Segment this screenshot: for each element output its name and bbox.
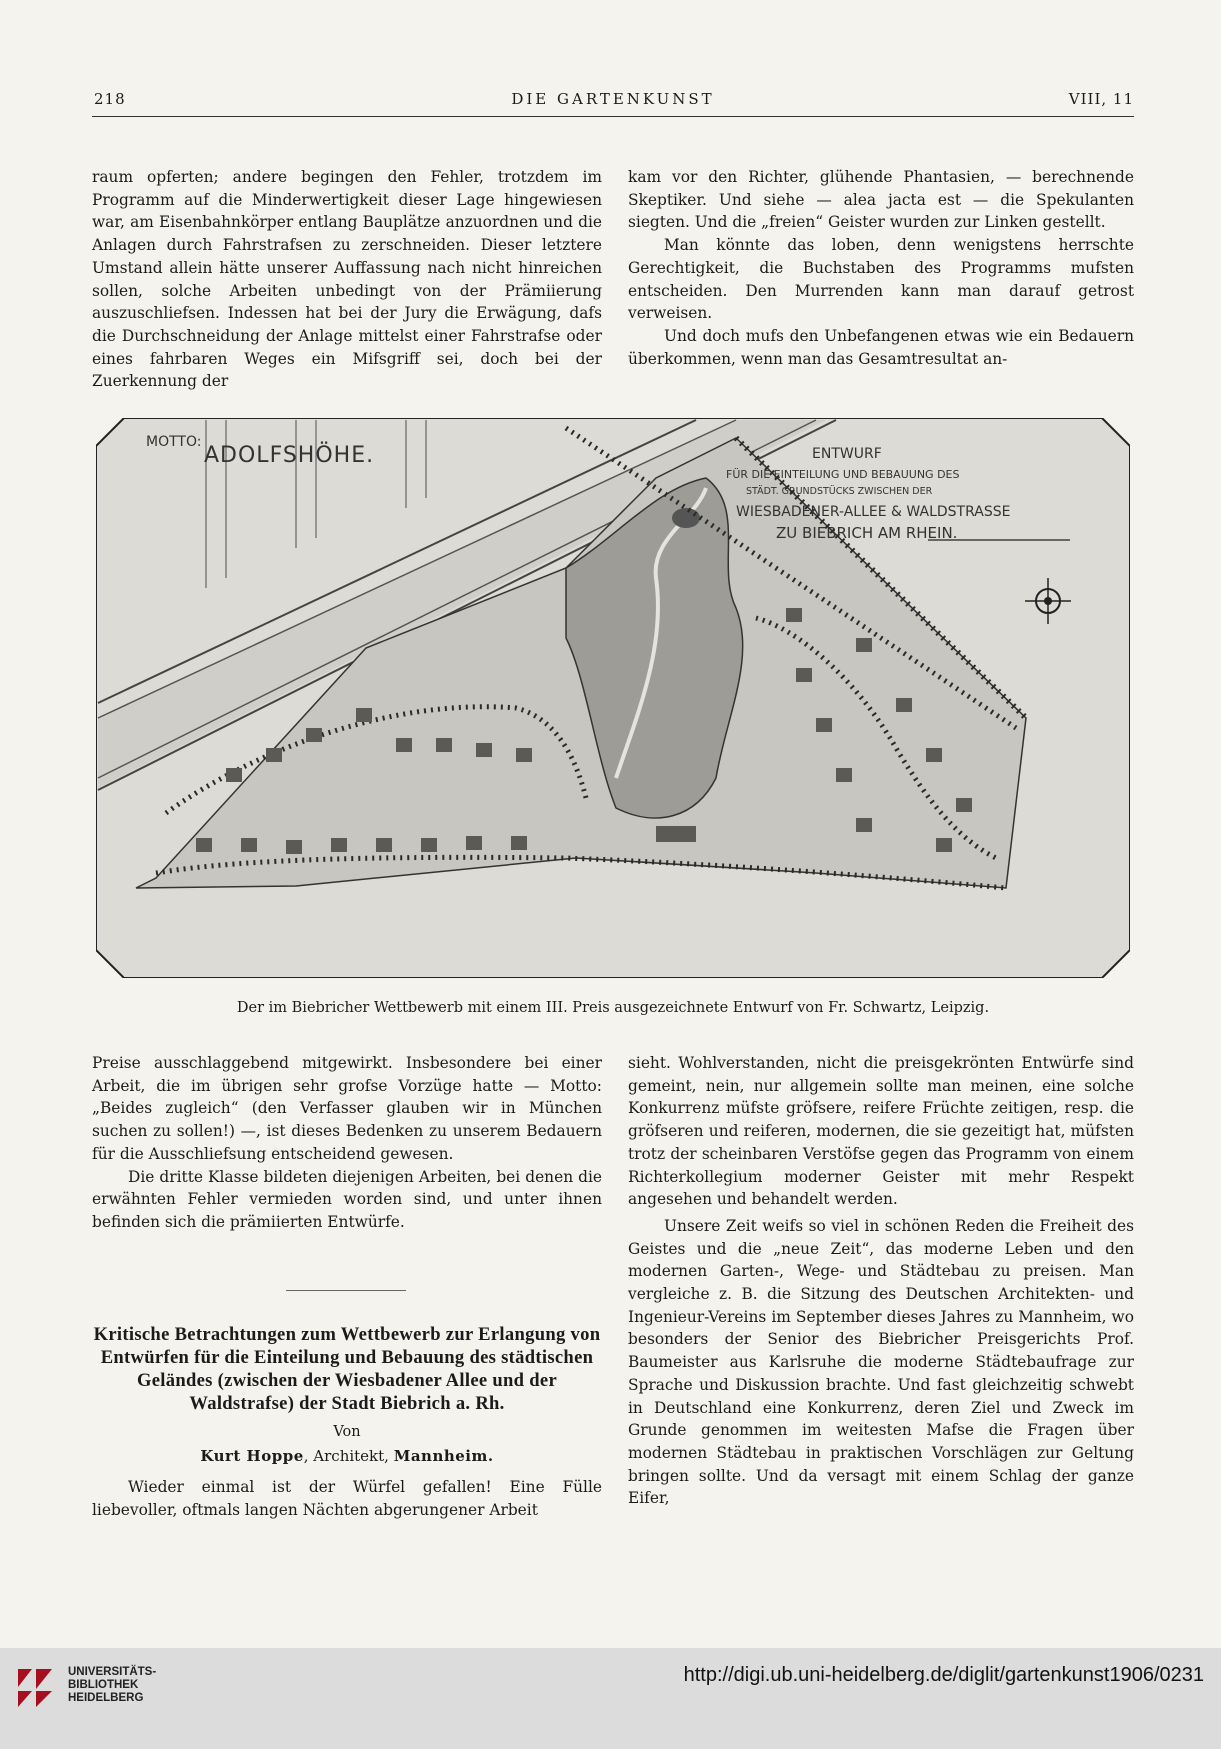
park-pavilion bbox=[672, 508, 700, 528]
author-role: , Architekt, bbox=[303, 1447, 394, 1465]
building bbox=[196, 838, 212, 852]
paragraph: raum opferten; andere begingen den Fehler, trotzdem im Programm auf die Minderwertigkeit dieser Lage hingewiesen war, am Eisenbahnkörper entlang Bauplätze anzuordnen und die Anlagen durch Fahrstrafsen zu zerschneiden. Dieser letztere Umstand allein hätte unserer Auffassung nach nicht hinreichen sollen, solche Arbeiten unbedingt von der Prämiierung auszuschliefsen. Indessen hat bei der Jury die Erwägung, dafs die Durchschneidung der Anlage mittelst einer Fahrstrafse oder eines fahrbaren Weges ein Mifsgriff sei, doch bei der Zuerkennung der bbox=[92, 168, 602, 391]
column-right-bottom bbox=[628, 1052, 1134, 1510]
paragraph: Und doch mufs den Unbefangenen etwas wie ein Bedauern überkommen, wenn man das Gesamtresultat an- bbox=[628, 326, 1134, 368]
building bbox=[241, 838, 257, 852]
building bbox=[856, 818, 872, 832]
building bbox=[956, 798, 972, 812]
entwurf-line-3: WIESBADENER-ALLEE & WALDSTRASSE bbox=[736, 504, 1011, 520]
paragraph: sieht. Wohlverstanden, nicht die preisgekrönten Entwürfe sind gemeint, nein, nur allgemein sollte man meinen, eine solche Konkurrenz müfste gröfsere, reifere Früchte zeitigen, resp. die gröfseren und reiferen, modernen, die sie gezeitigt hat, müfsten trotz der scheinbaren Verstöfse gegen das Programm von einem Richterkollegium moderner Geister mit mehr Respekt angesehen und behandelt werden. bbox=[628, 1054, 1134, 1209]
building bbox=[421, 838, 437, 852]
building bbox=[786, 608, 802, 622]
article-title: Kritische Betrachtungen zum Wettbewerb zur Erlangung von Entwürfen für die Einteilung und Bebauung des städtischen Geländes (zwischen der Wiesbadener Allee und der Waldstrafse) der Stadt Biebrich a. Rh. bbox=[93, 1324, 601, 1414]
building bbox=[656, 826, 696, 842]
building bbox=[476, 743, 492, 757]
volume-issue: VIII, 11 bbox=[1068, 90, 1134, 108]
building bbox=[226, 768, 242, 782]
journal-title: DIE GARTENKUNST bbox=[511, 90, 715, 108]
building bbox=[286, 840, 302, 854]
building bbox=[896, 698, 912, 712]
building bbox=[816, 718, 832, 732]
institution-line: HEIDELBERG bbox=[68, 1692, 144, 1704]
building bbox=[466, 836, 482, 850]
building bbox=[936, 838, 952, 852]
entwurf-line-1: FÜR DIE EINTEILUNG UND BEBAUUNG DES bbox=[726, 468, 960, 481]
author-name: Kurt Hoppe bbox=[200, 1447, 304, 1465]
paragraph: Man könnte das loben, denn wenigstens herrschte Gerechtigkeit, die Buchstaben des Programms mufsten entscheiden. Den Murrenden kann man darauf getrost verweisen. bbox=[628, 236, 1134, 323]
building bbox=[376, 838, 392, 852]
byline-author bbox=[92, 1447, 602, 1465]
institution-line: BIBLIOTHEK bbox=[68, 1679, 139, 1691]
author-city: Mannheim. bbox=[393, 1447, 494, 1465]
building bbox=[396, 738, 412, 752]
entwurf-line-2: STÄDT. GRUNDSTÜCKS ZWISCHEN DER bbox=[746, 486, 933, 497]
entwurf-title: ENTWURF bbox=[812, 446, 882, 462]
building bbox=[836, 768, 852, 782]
header-rule bbox=[92, 116, 1134, 117]
motto-label: MOTTO: bbox=[146, 434, 202, 450]
source-url-link[interactable]: http://digi.ub.uni-heidelberg.de/diglit/gartenkunst1906/0231 bbox=[683, 1664, 1204, 1686]
figure-caption: Der im Biebricher Wettbewerb mit einem III. Preis ausgezeichnete Entwurf von Fr. Schwartz, Leipzig. bbox=[236, 1000, 990, 1016]
building bbox=[511, 836, 527, 850]
building bbox=[331, 838, 347, 852]
paragraph: Wieder einmal ist der Würfel gefallen! Eine Fülle liebevoller, oftmals langen Nächten abgerungener Arbeit bbox=[92, 1478, 602, 1519]
paragraph: Unsere Zeit weifs so viel in schönen Reden die Freiheit des Geistes und die „neue Zeit“, das moderne Leben und den modernen Garten-, Wege- und Städtebau zu preisen. Man vergleiche z. B. die Sitzung des Deutschen Architekten- und Ingenieur-Vereins im September dieses Jahres zu Mannheim, wo besonders der Senior des Biebricher Preisgerichts Prof. Baumeister aus Karlsruhe die moderne Städtebaufrage zur Sprache und Diskussion brachte. Und fast gleichzeitig schwebt in Deutschland eine Konkurrenz, deren Ziel und Zweck im Grunde genommen im weitesten Mafse die Fragen über modernen Städtebau in praktischen Vorschlägen zur Geltung bringen sollte. Und da versagt mit einem Schlag der ganze Eifer, bbox=[628, 1216, 1134, 1508]
building bbox=[796, 668, 812, 682]
column-left-bottom bbox=[92, 1052, 602, 1234]
column-right-top bbox=[628, 166, 1134, 370]
building bbox=[436, 738, 452, 752]
motto-name: ADOLFSHÖHE. bbox=[204, 443, 375, 468]
building bbox=[926, 748, 942, 762]
building bbox=[516, 748, 532, 762]
page-number: 218 bbox=[94, 90, 126, 108]
building bbox=[856, 638, 872, 652]
column-left-top bbox=[92, 166, 602, 393]
byline-von: Von bbox=[333, 1424, 361, 1440]
site-plan-figure bbox=[96, 418, 1130, 978]
building bbox=[266, 748, 282, 762]
column-left-article-start bbox=[92, 1476, 602, 1521]
digitization-footer bbox=[0, 1648, 1221, 1749]
university-library-logo-icon bbox=[12, 1665, 57, 1710]
section-separator bbox=[286, 1290, 406, 1291]
site-plan-drawing bbox=[96, 418, 1130, 978]
institution-line: UNIVERSITÄTS- bbox=[68, 1666, 157, 1678]
entwurf-line-4: ZU BIEBRICH AM RHEIN. bbox=[776, 524, 958, 542]
institution-name bbox=[68, 1666, 156, 1705]
paragraph: Die dritte Klasse bildeten diejenigen Arbeiten, bei denen die erwähnten Fehler vermieden worden sind, und unter ihnen befinden sich die prämiierten Entwürfe. bbox=[92, 1167, 602, 1231]
paragraph: kam vor den Richter, glühende Phantasien, — berechnende Skeptiker. Und siehe — alea jacta est — die Spekulanten siegten. Und die „freien“ Geister wurden zur Linken gestellt. bbox=[628, 168, 1134, 232]
paragraph: Preise ausschlaggebend mitgewirkt. Insbesondere bei einer Arbeit, die im übrigen sehr grofse Vorzüge hatte — Motto: „Beides zugleich“ (den Verfasser glauben wir in München suchen zu sollen!) —, ist dieses Bedenken zu unserem Bedauern für die Ausschliefsung entscheidend gewesen. bbox=[92, 1054, 602, 1163]
building bbox=[356, 708, 372, 722]
running-header bbox=[92, 86, 1134, 114]
building bbox=[306, 728, 322, 742]
